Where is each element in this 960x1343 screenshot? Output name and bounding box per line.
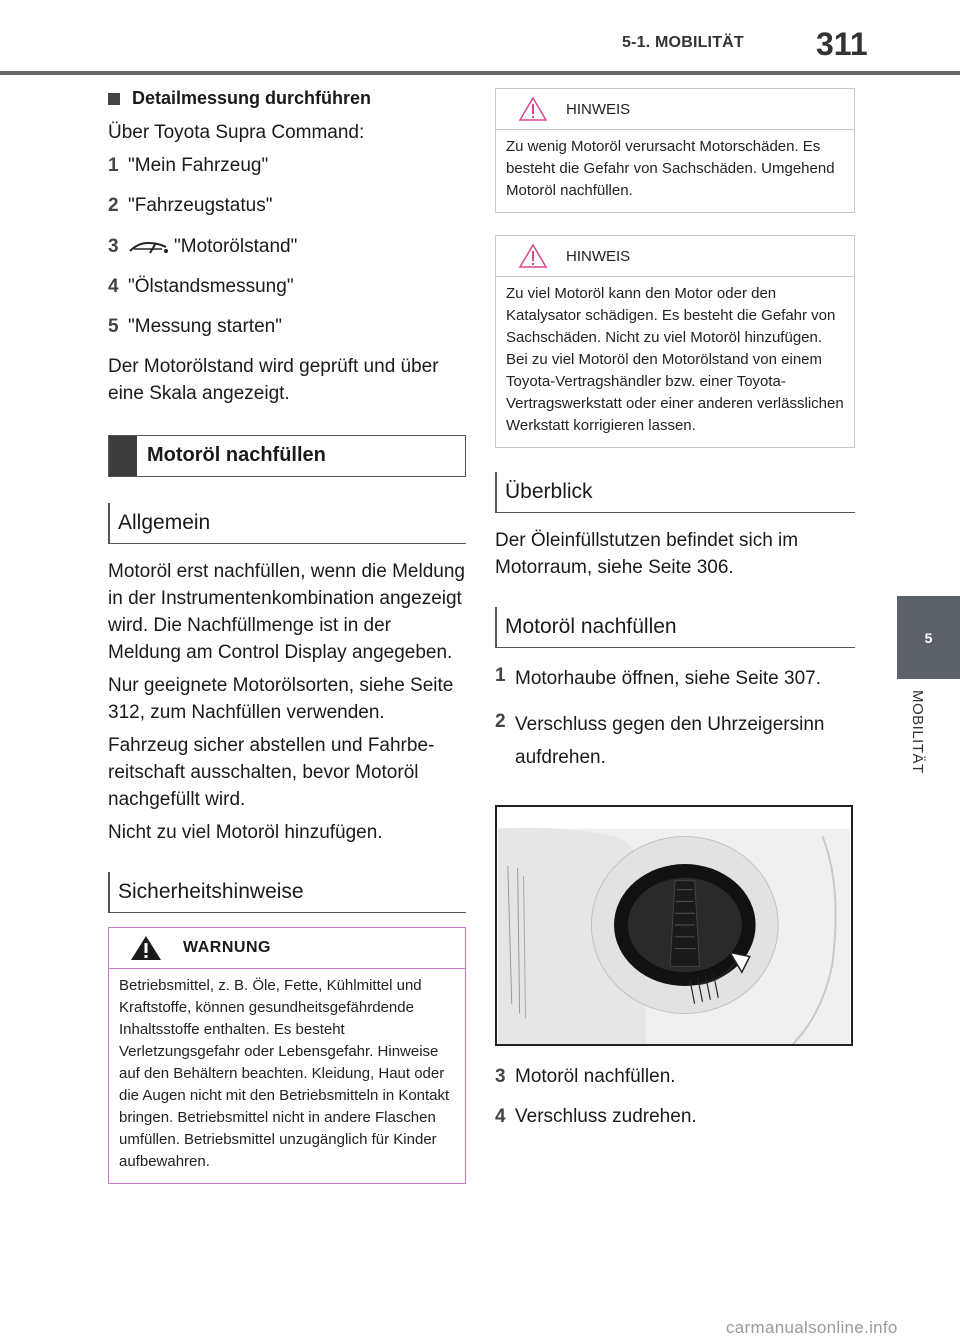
step-number: 3 <box>108 236 119 257</box>
notice-header <box>496 236 854 277</box>
header-divider <box>0 71 960 75</box>
notice-header <box>496 89 854 130</box>
vehicle-status-icon <box>128 237 168 257</box>
chapter-tab[interactable] <box>897 596 960 679</box>
general-paragraph: Nicht zu viel Motoröl hinzufügen. <box>108 822 383 843</box>
section-title-box <box>108 435 466 477</box>
detail-heading-text: Detailmessung durchführen <box>132 88 372 108</box>
notice-box <box>495 88 855 213</box>
warning-triangle-filled-icon <box>129 934 163 962</box>
step-number: 1 <box>495 665 506 686</box>
result-text: Der Motorölstand wird geprüft und über eine Skala angezeigt. <box>108 356 439 404</box>
section-header: 5-1. MOBILITÄT <box>622 34 744 51</box>
step-text: "Ölstandsmessung" <box>128 276 294 297</box>
step-text: "Fahrzeugstatus" <box>128 195 273 216</box>
step-text: Verschluss zudrehen. <box>515 1106 697 1127</box>
step-text: "Mein Fahrzeug" <box>128 155 269 176</box>
general-paragraph: Motoröl erst nachfüllen, wenn die Meldung in der Instrumentenkombination angezeigt wird. Die Nachfüllmenge ist in der Meldung am Control Display angegeben. <box>108 561 465 663</box>
step-text: Motorhaube öffnen, siehe Seite 307. <box>515 668 821 689</box>
section-title: Motoröl nachfüllen <box>147 444 326 466</box>
step-item <box>108 152 466 179</box>
topic-heading-refill: Motoröl nachfüllen <box>495 607 855 648</box>
overview-text: Der Öleinfüllstutzen befindet sich im Motorraum, siehe Seite 306. <box>495 530 799 578</box>
topic-heading-overview: Überblick <box>495 472 855 513</box>
command-intro: Über Toyota Supra Command: <box>108 122 365 143</box>
step-item <box>108 273 466 300</box>
step-number: 3 <box>495 1066 506 1087</box>
general-paragraph: Nur geeignete Motorölsorten, siehe Seite 312, zum Nachfüllen verwenden. <box>108 675 454 723</box>
warning-triangle-outline-icon <box>518 96 548 122</box>
notice-label: HINWEIS <box>566 247 631 265</box>
step-item <box>108 313 466 340</box>
warning-triangle-outline-icon <box>518 243 548 269</box>
step-item <box>495 1103 855 1130</box>
step-number: 2 <box>495 711 506 732</box>
step-text: "Motorölstand" <box>174 236 298 257</box>
square-bullet-icon <box>108 93 120 105</box>
step-item <box>495 1063 855 1090</box>
general-paragraph: Fahrzeug sicher abstellen und Fahrbereitschaft ausschalten, bevor Motoröl nachgefüllt wird. <box>108 735 435 810</box>
left-column <box>108 84 466 1184</box>
step-item <box>495 708 855 774</box>
step-number: 5 <box>108 316 119 337</box>
step-number: 1 <box>108 155 119 176</box>
warning-label: WARNUNG <box>183 939 271 956</box>
section-title-bar <box>109 436 137 476</box>
step-number: 2 <box>108 195 119 216</box>
step-number: 4 <box>495 1106 506 1127</box>
watermark: carmanualsonline.info <box>726 1318 898 1337</box>
step-item <box>108 233 466 260</box>
chapter-label: MOBILITÄT <box>909 690 926 774</box>
topic-heading-safety: Sicherheitshinweise <box>108 872 466 913</box>
notice-label: HINWEIS <box>566 100 631 118</box>
page-number: 311 <box>816 26 868 62</box>
warning-text: Betriebsmittel, z. B. Öle, Fette, Kühlmittel und Kraftstoffe, können gesundheitsgefährdende Inhaltsstoffe enthalten. Es besteht Verletzungsgefahr oder Lebensgefahr. Hinweise auf den Behältern beachten. Kleidung, Haut oder die Augen nicht mit den Betriebsmitteln in Kontakt bringen. Betriebsmittel nicht in andere Flaschen umfüllen. Betriebsmittel unzugänglich für Kinder aufbewahren. <box>119 977 450 1170</box>
chapter-number: 5 <box>924 629 933 646</box>
step-item <box>108 192 466 219</box>
oil-filler-cap-illustration <box>495 805 853 1046</box>
step-text: "Messung starten" <box>128 316 282 337</box>
notice-box <box>495 235 855 448</box>
step-text: Motoröl nachfüllen. <box>515 1066 676 1087</box>
right-column <box>495 88 855 1143</box>
step-item <box>495 662 855 695</box>
topic-heading-general: Allgemein <box>108 503 466 544</box>
detail-measurement-heading <box>108 88 466 109</box>
notice-text: Zu wenig Motoröl verursacht Motorschäden. Es besteht die Gefahr von Sachschäden. Umgehend Motoröl nachfüllen. <box>506 138 835 199</box>
warning-header <box>109 928 465 969</box>
step-number: 4 <box>108 276 119 297</box>
notice-text: Zu viel Motoröl kann den Motor oder den Katalysator schädigen. Es besteht die Gefahr von Sachschäden. Nicht zu viel Motoröl hinzufügen. Bei zu viel Motoröl den Motorölstand von einem Toyota-Vertragshändler bzw. einer Toyota-Vertragswerkstatt oder einer anderen verlässlichen Werkstatt korrigieren lassen. <box>506 285 844 434</box>
step-text: Verschluss gegen den Uhrzeigersinn aufdrehen. <box>515 714 825 768</box>
warning-box <box>108 927 466 1184</box>
